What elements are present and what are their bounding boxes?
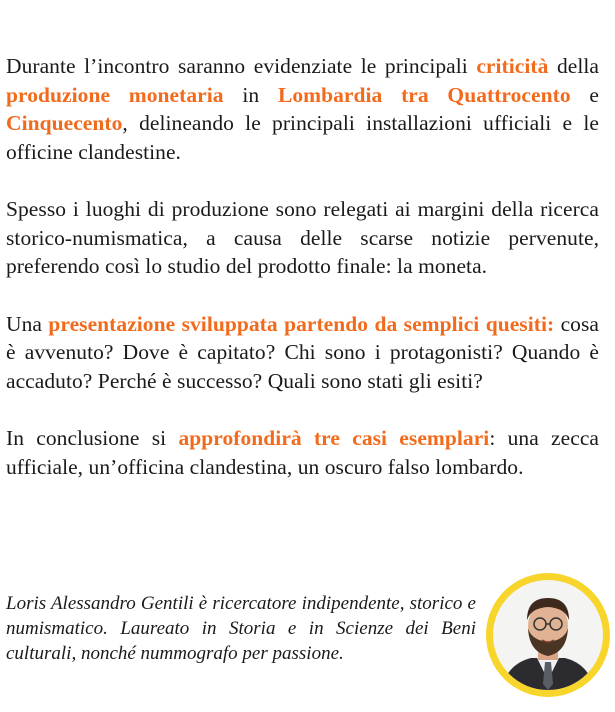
highlight-casi-esemplari: approfondirà tre casi esemplari: [178, 426, 490, 450]
paragraph-conclusion: [6, 424, 599, 481]
portrait-icon: [493, 580, 603, 690]
text: e: [570, 82, 599, 107]
text: , delineando le principali installazioni ufficiali e le officine clandestine.: [6, 111, 599, 164]
event-description: [6, 52, 599, 510]
text: : una zecca ufficiale, un’officina clandestina, un oscuro falso lombardo.: [6, 426, 600, 479]
text: in: [223, 82, 278, 107]
text: della: [548, 54, 599, 78]
paragraph-context: Spesso i luoghi di produzione sono relegati ai margini della ricerca storico-numismatica, a causa delle scarse notizie pervenute, preferendo così lo studio del prodotto finale: la moneta.: [6, 197, 599, 278]
paragraph-method: [6, 310, 599, 396]
highlight-criticita: criticità: [476, 54, 549, 78]
highlight-presentazione: presentazione sviluppata partendo da semplici quesiti:: [48, 311, 555, 336]
text: Durante l’incontro saranno evidenziate le principali: [6, 54, 477, 78]
highlight-lombardia: Lombardia tra Quattrocento: [277, 82, 571, 107]
paragraph-overview: [6, 52, 599, 166]
author-bio: Loris Alessandro Gentili è ricercatore indipendente, storico e numismatico. Laureato in Storia e in Scienze dei Beni culturali, nonché nummografo per passione.: [6, 593, 476, 664]
text: cosa è avvenuto? Dove è capitato? Chi sono i protagonisti? Quando è accaduto? Perché è successo? Quali sono stati gli esiti?: [6, 311, 599, 393]
text: In conclusione si: [6, 426, 179, 450]
highlight-produzione: produzione monetaria: [6, 82, 224, 107]
highlight-cinquecento: Cinquecento: [6, 111, 123, 135]
author-photo: [486, 573, 610, 697]
text: Una: [6, 311, 49, 336]
